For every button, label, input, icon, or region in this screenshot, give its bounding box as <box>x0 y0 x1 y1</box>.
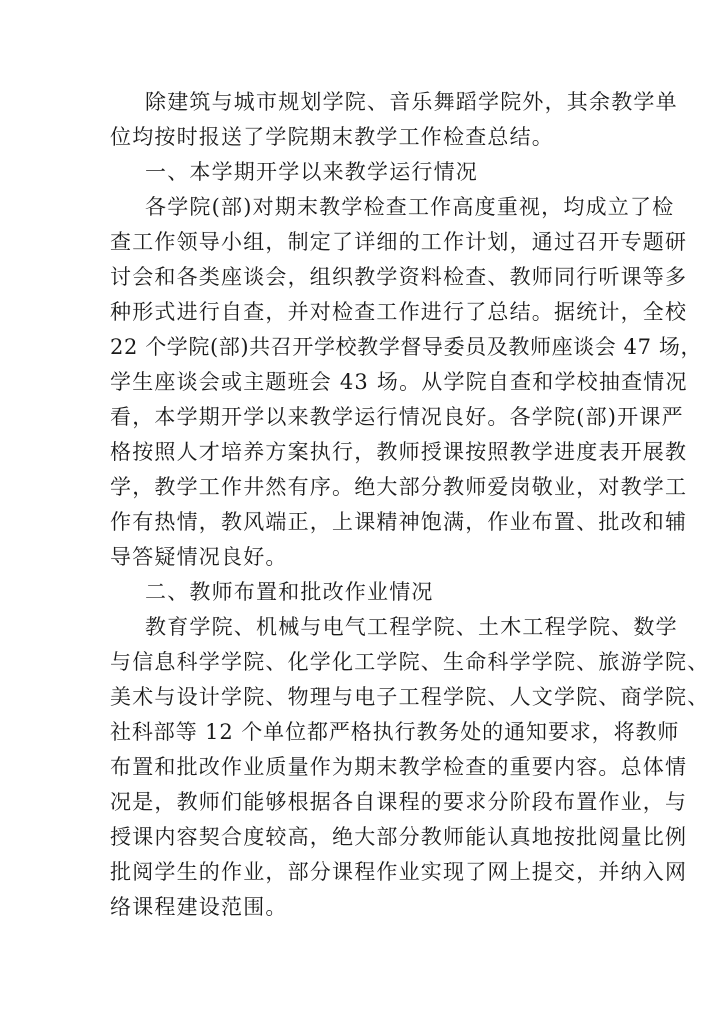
paragraph-line: 与信息科学学院、化学化工学院、生命科学学院、旅游学院、 <box>110 650 710 674</box>
paragraph-line: 教育学院、机械与电气工程学院、土木工程学院、数学 <box>145 615 678 639</box>
paragraph-line: 查工作领导小组，制定了详细的工作计划，通过召开专题研 <box>110 230 688 254</box>
paragraph-line: 批阅学生的作业，部分课程作业实现了网上提交，并纳入网 <box>110 860 688 884</box>
paragraph-line: 学生座谈会或主题班会 43 场。从学院自查和学校抽查情况 <box>110 370 688 394</box>
paragraph-line: 作有热情，教风端正，上课精神饱满，作业布置、批改和辅 <box>110 510 688 534</box>
paragraph-line: 各学院(部)对期末教学检查工作高度重视，均成立了检 <box>145 195 675 219</box>
section-heading: 一、本学期开学以来教学运行情况 <box>145 160 478 184</box>
paragraph-line: 美术与设计学院、物理与电子工程学院、人文学院、商学院、 <box>110 685 710 709</box>
paragraph-line: 况是，教师们能够根据各自课程的要求分阶段布置作业，与 <box>110 790 688 814</box>
paragraph-line: 授课内容契合度较高，绝大部分教师能认真地按批阅量比例 <box>110 825 688 849</box>
paragraph-line: 除建筑与城市规划学院、音乐舞蹈学院外，其余教学单 <box>145 90 678 114</box>
paragraph-line: 种形式进行自查，并对检查工作进行了总结。据统计，全校 <box>110 300 688 324</box>
paragraph-line: 导答疑情况良好。 <box>110 545 288 569</box>
paragraph-line: 社科部等 12 个单位都严格执行教务处的通知要求，将教师 <box>110 720 680 744</box>
paragraph-line: 位均按时报送了学院期末教学工作检查总结。 <box>110 125 554 149</box>
paragraph-line: 讨会和各类座谈会，组织教学资料检查、教师同行听课等多 <box>110 265 688 289</box>
paragraph-line: 学，教学工作井然有序。绝大部分教师爱岗敬业，对教学工 <box>110 475 688 499</box>
paragraph-line: 布置和批改作业质量作为期末教学检查的重要内容。总体情 <box>110 755 688 779</box>
paragraph-line: 22 个学院(部)共召开学校教学督导委员及教师座谈会 47 场， <box>110 335 703 359</box>
paragraph-line: 格按照人才培养方案执行，教师授课按照教学进度表开展教 <box>110 440 688 464</box>
paragraph-line: 看，本学期开学以来教学运行情况良好。各学院(部)开课严 <box>110 405 684 429</box>
section-heading: 二、教师布置和批改作业情况 <box>145 580 434 604</box>
paragraph-line: 络课程建设范围。 <box>110 895 288 919</box>
